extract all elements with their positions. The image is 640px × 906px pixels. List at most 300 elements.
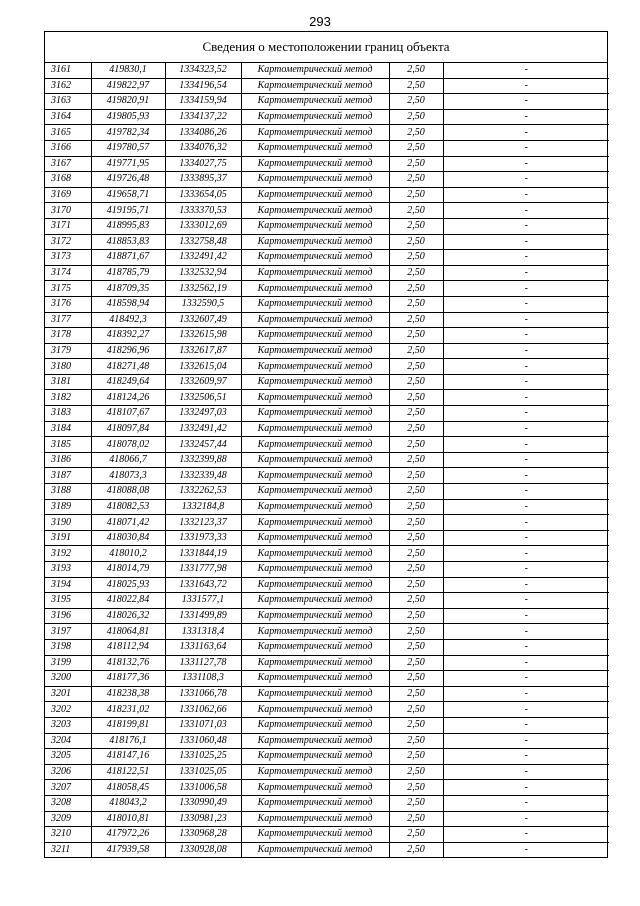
x-coordinate-cell: 418709,35 xyxy=(91,281,165,297)
description-cell: - xyxy=(443,562,609,578)
point-number-cell: 3170 xyxy=(45,203,91,219)
y-coordinate-cell: 1334137,22 xyxy=(165,109,241,125)
accuracy-cell: 2,50 xyxy=(389,764,443,780)
coordinates-table xyxy=(45,63,609,857)
y-coordinate-cell: 1332123,37 xyxy=(165,515,241,531)
accuracy-cell: 2,50 xyxy=(389,172,443,188)
x-coordinate-cell: 417939,58 xyxy=(91,842,165,857)
y-coordinate-cell: 1331499,89 xyxy=(165,608,241,624)
description-cell: - xyxy=(443,374,609,390)
description-cell: - xyxy=(443,749,609,765)
x-coordinate-cell: 418071,42 xyxy=(91,515,165,531)
y-coordinate-cell: 1332590,5 xyxy=(165,296,241,312)
point-number-cell: 3168 xyxy=(45,172,91,188)
x-coordinate-cell: 419195,71 xyxy=(91,203,165,219)
point-number-cell: 3206 xyxy=(45,764,91,780)
description-cell: - xyxy=(443,78,609,94)
description-cell: - xyxy=(443,733,609,749)
x-coordinate-cell: 418088,08 xyxy=(91,484,165,500)
y-coordinate-cell: 1332607,49 xyxy=(165,312,241,328)
description-cell: - xyxy=(443,593,609,609)
description-cell: - xyxy=(443,250,609,266)
y-coordinate-cell: 1331163,64 xyxy=(165,639,241,655)
x-coordinate-cell: 419820,91 xyxy=(91,94,165,110)
description-cell: - xyxy=(443,624,609,640)
point-number-cell: 3197 xyxy=(45,624,91,640)
table-row xyxy=(45,468,609,484)
table-row xyxy=(45,608,609,624)
x-coordinate-cell: 418176,1 xyxy=(91,733,165,749)
table-row xyxy=(45,109,609,125)
y-coordinate-cell: 1330990,49 xyxy=(165,795,241,811)
method-cell: Картометрический метод xyxy=(241,328,389,344)
table-row xyxy=(45,265,609,281)
method-cell: Картометрический метод xyxy=(241,452,389,468)
y-coordinate-cell: 1332562,19 xyxy=(165,281,241,297)
x-coordinate-cell: 418598,94 xyxy=(91,296,165,312)
table-row xyxy=(45,515,609,531)
y-coordinate-cell: 1332532,94 xyxy=(165,265,241,281)
table-row xyxy=(45,764,609,780)
accuracy-cell: 2,50 xyxy=(389,328,443,344)
accuracy-cell: 2,50 xyxy=(389,733,443,749)
description-cell: - xyxy=(443,187,609,203)
x-coordinate-cell: 418022,84 xyxy=(91,593,165,609)
description-cell: - xyxy=(443,686,609,702)
point-number-cell: 3193 xyxy=(45,562,91,578)
point-number-cell: 3173 xyxy=(45,250,91,266)
table-row xyxy=(45,343,609,359)
method-cell: Картометрический метод xyxy=(241,125,389,141)
method-cell: Картометрический метод xyxy=(241,842,389,857)
method-cell: Картометрический метод xyxy=(241,639,389,655)
accuracy-cell: 2,50 xyxy=(389,343,443,359)
x-coordinate-cell: 418392,27 xyxy=(91,328,165,344)
x-coordinate-cell: 418058,45 xyxy=(91,780,165,796)
x-coordinate-cell: 419822,97 xyxy=(91,78,165,94)
method-cell: Картометрический метод xyxy=(241,265,389,281)
description-cell: - xyxy=(443,827,609,843)
y-coordinate-cell: 1331066,78 xyxy=(165,686,241,702)
description-cell: - xyxy=(443,515,609,531)
method-cell: Картометрический метод xyxy=(241,359,389,375)
accuracy-cell: 2,50 xyxy=(389,250,443,266)
y-coordinate-cell: 1331071,03 xyxy=(165,717,241,733)
accuracy-cell: 2,50 xyxy=(389,608,443,624)
method-cell: Картометрический метод xyxy=(241,156,389,172)
accuracy-cell: 2,50 xyxy=(389,94,443,110)
coordinates-sheet xyxy=(44,31,608,858)
method-cell: Картометрический метод xyxy=(241,655,389,671)
method-cell: Картометрический метод xyxy=(241,624,389,640)
y-coordinate-cell: 1334159,94 xyxy=(165,94,241,110)
accuracy-cell: 2,50 xyxy=(389,281,443,297)
table-row xyxy=(45,795,609,811)
table-row xyxy=(45,250,609,266)
accuracy-cell: 2,50 xyxy=(389,218,443,234)
y-coordinate-cell: 1332617,87 xyxy=(165,343,241,359)
table-row xyxy=(45,827,609,843)
description-cell: - xyxy=(443,577,609,593)
x-coordinate-cell: 418064,81 xyxy=(91,624,165,640)
method-cell: Картометрический метод xyxy=(241,374,389,390)
x-coordinate-cell: 418122,51 xyxy=(91,764,165,780)
coordinates-table-body xyxy=(45,63,609,857)
accuracy-cell: 2,50 xyxy=(389,546,443,562)
point-number-cell: 3178 xyxy=(45,328,91,344)
table-row xyxy=(45,577,609,593)
method-cell: Картометрический метод xyxy=(241,593,389,609)
table-row xyxy=(45,452,609,468)
point-number-cell: 3176 xyxy=(45,296,91,312)
point-number-cell: 3204 xyxy=(45,733,91,749)
description-cell: - xyxy=(443,780,609,796)
point-number-cell: 3201 xyxy=(45,686,91,702)
x-coordinate-cell: 418073,3 xyxy=(91,468,165,484)
description-cell: - xyxy=(443,63,609,78)
point-number-cell: 3202 xyxy=(45,702,91,718)
method-cell: Картометрический метод xyxy=(241,406,389,422)
y-coordinate-cell: 1334196,54 xyxy=(165,78,241,94)
description-cell: - xyxy=(443,795,609,811)
x-coordinate-cell: 418271,48 xyxy=(91,359,165,375)
accuracy-cell: 2,50 xyxy=(389,562,443,578)
method-cell: Картометрический метод xyxy=(241,218,389,234)
method-cell: Картометрический метод xyxy=(241,749,389,765)
description-cell: - xyxy=(443,639,609,655)
x-coordinate-cell: 418231,02 xyxy=(91,702,165,718)
point-number-cell: 3205 xyxy=(45,749,91,765)
point-number-cell: 3183 xyxy=(45,406,91,422)
x-coordinate-cell: 418010,2 xyxy=(91,546,165,562)
description-cell: - xyxy=(443,156,609,172)
y-coordinate-cell: 1334076,32 xyxy=(165,140,241,156)
accuracy-cell: 2,50 xyxy=(389,296,443,312)
point-number-cell: 3164 xyxy=(45,109,91,125)
method-cell: Картометрический метод xyxy=(241,63,389,78)
description-cell: - xyxy=(443,484,609,500)
accuracy-cell: 2,50 xyxy=(389,530,443,546)
method-cell: Картометрический метод xyxy=(241,733,389,749)
y-coordinate-cell: 1332497,03 xyxy=(165,406,241,422)
point-number-cell: 3198 xyxy=(45,639,91,655)
x-coordinate-cell: 418025,93 xyxy=(91,577,165,593)
method-cell: Картометрический метод xyxy=(241,546,389,562)
x-coordinate-cell: 418066,7 xyxy=(91,452,165,468)
x-coordinate-cell: 418177,36 xyxy=(91,671,165,687)
point-number-cell: 3199 xyxy=(45,655,91,671)
description-cell: - xyxy=(443,499,609,515)
accuracy-cell: 2,50 xyxy=(389,717,443,733)
method-cell: Картометрический метод xyxy=(241,172,389,188)
accuracy-cell: 2,50 xyxy=(389,78,443,94)
point-number-cell: 3165 xyxy=(45,125,91,141)
table-row xyxy=(45,172,609,188)
method-cell: Картометрический метод xyxy=(241,203,389,219)
accuracy-cell: 2,50 xyxy=(389,390,443,406)
point-number-cell: 3188 xyxy=(45,484,91,500)
method-cell: Картометрический метод xyxy=(241,343,389,359)
x-coordinate-cell: 418010,81 xyxy=(91,811,165,827)
accuracy-cell: 2,50 xyxy=(389,842,443,857)
description-cell: - xyxy=(443,172,609,188)
description-cell: - xyxy=(443,811,609,827)
point-number-cell: 3181 xyxy=(45,374,91,390)
x-coordinate-cell: 419780,57 xyxy=(91,140,165,156)
table-row xyxy=(45,374,609,390)
table-row xyxy=(45,296,609,312)
description-cell: - xyxy=(443,764,609,780)
table-row xyxy=(45,187,609,203)
description-cell: - xyxy=(443,468,609,484)
point-number-cell: 3182 xyxy=(45,390,91,406)
point-number-cell: 3179 xyxy=(45,343,91,359)
y-coordinate-cell: 1330981,23 xyxy=(165,811,241,827)
accuracy-cell: 2,50 xyxy=(389,203,443,219)
accuracy-cell: 2,50 xyxy=(389,593,443,609)
method-cell: Картометрический метод xyxy=(241,562,389,578)
method-cell: Картометрический метод xyxy=(241,686,389,702)
accuracy-cell: 2,50 xyxy=(389,795,443,811)
point-number-cell: 3191 xyxy=(45,530,91,546)
method-cell: Картометрический метод xyxy=(241,78,389,94)
description-cell: - xyxy=(443,328,609,344)
y-coordinate-cell: 1330968,28 xyxy=(165,827,241,843)
point-number-cell: 3167 xyxy=(45,156,91,172)
table-row xyxy=(45,390,609,406)
method-cell: Картометрический метод xyxy=(241,608,389,624)
point-number-cell: 3196 xyxy=(45,608,91,624)
y-coordinate-cell: 1331777,98 xyxy=(165,562,241,578)
method-cell: Картометрический метод xyxy=(241,140,389,156)
accuracy-cell: 2,50 xyxy=(389,827,443,843)
table-row xyxy=(45,359,609,375)
point-number-cell: 3185 xyxy=(45,437,91,453)
accuracy-cell: 2,50 xyxy=(389,515,443,531)
y-coordinate-cell: 1333654,05 xyxy=(165,187,241,203)
point-number-cell: 3210 xyxy=(45,827,91,843)
method-cell: Картометрический метод xyxy=(241,780,389,796)
description-cell: - xyxy=(443,437,609,453)
accuracy-cell: 2,50 xyxy=(389,125,443,141)
accuracy-cell: 2,50 xyxy=(389,655,443,671)
x-coordinate-cell: 418238,38 xyxy=(91,686,165,702)
table-row xyxy=(45,671,609,687)
x-coordinate-cell: 419782,34 xyxy=(91,125,165,141)
method-cell: Картометрический метод xyxy=(241,109,389,125)
point-number-cell: 3187 xyxy=(45,468,91,484)
y-coordinate-cell: 1332457,44 xyxy=(165,437,241,453)
table-row xyxy=(45,733,609,749)
description-cell: - xyxy=(443,265,609,281)
description-cell: - xyxy=(443,608,609,624)
point-number-cell: 3189 xyxy=(45,499,91,515)
point-number-cell: 3209 xyxy=(45,811,91,827)
description-cell: - xyxy=(443,109,609,125)
x-coordinate-cell: 418030,84 xyxy=(91,530,165,546)
table-row xyxy=(45,218,609,234)
y-coordinate-cell: 1331025,25 xyxy=(165,749,241,765)
method-cell: Картометрический метод xyxy=(241,795,389,811)
x-coordinate-cell: 418078,02 xyxy=(91,437,165,453)
method-cell: Картометрический метод xyxy=(241,437,389,453)
accuracy-cell: 2,50 xyxy=(389,577,443,593)
point-number-cell: 3174 xyxy=(45,265,91,281)
accuracy-cell: 2,50 xyxy=(389,702,443,718)
method-cell: Картометрический метод xyxy=(241,312,389,328)
description-cell: - xyxy=(443,717,609,733)
point-number-cell: 3177 xyxy=(45,312,91,328)
x-coordinate-cell: 418995,83 xyxy=(91,218,165,234)
y-coordinate-cell: 1332339,48 xyxy=(165,468,241,484)
y-coordinate-cell: 1331643,72 xyxy=(165,577,241,593)
accuracy-cell: 2,50 xyxy=(389,421,443,437)
table-row xyxy=(45,686,609,702)
method-cell: Картометрический метод xyxy=(241,811,389,827)
point-number-cell: 3194 xyxy=(45,577,91,593)
y-coordinate-cell: 1333370,53 xyxy=(165,203,241,219)
y-coordinate-cell: 1334086,26 xyxy=(165,125,241,141)
y-coordinate-cell: 1333895,37 xyxy=(165,172,241,188)
table-row xyxy=(45,499,609,515)
accuracy-cell: 2,50 xyxy=(389,780,443,796)
method-cell: Картометрический метод xyxy=(241,281,389,297)
description-cell: - xyxy=(443,94,609,110)
table-row xyxy=(45,421,609,437)
description-cell: - xyxy=(443,421,609,437)
x-coordinate-cell: 419771,95 xyxy=(91,156,165,172)
description-cell: - xyxy=(443,406,609,422)
table-row xyxy=(45,125,609,141)
method-cell: Картометрический метод xyxy=(241,764,389,780)
table-row xyxy=(45,484,609,500)
method-cell: Картометрический метод xyxy=(241,577,389,593)
accuracy-cell: 2,50 xyxy=(389,499,443,515)
y-coordinate-cell: 1331060,48 xyxy=(165,733,241,749)
y-coordinate-cell: 1332399,88 xyxy=(165,452,241,468)
y-coordinate-cell: 1331127,78 xyxy=(165,655,241,671)
point-number-cell: 3162 xyxy=(45,78,91,94)
table-row xyxy=(45,530,609,546)
y-coordinate-cell: 1331318,4 xyxy=(165,624,241,640)
table-row xyxy=(45,203,609,219)
point-number-cell: 3169 xyxy=(45,187,91,203)
table-row xyxy=(45,639,609,655)
x-coordinate-cell: 418249,64 xyxy=(91,374,165,390)
point-number-cell: 3190 xyxy=(45,515,91,531)
y-coordinate-cell: 1331973,33 xyxy=(165,530,241,546)
x-coordinate-cell: 418014,79 xyxy=(91,562,165,578)
point-number-cell: 3195 xyxy=(45,593,91,609)
method-cell: Картометрический метод xyxy=(241,296,389,312)
table-row xyxy=(45,842,609,857)
method-cell: Картометрический метод xyxy=(241,702,389,718)
table-row xyxy=(45,655,609,671)
accuracy-cell: 2,50 xyxy=(389,374,443,390)
point-number-cell: 3184 xyxy=(45,421,91,437)
x-coordinate-cell: 419830,1 xyxy=(91,63,165,78)
x-coordinate-cell: 419658,71 xyxy=(91,187,165,203)
description-cell: - xyxy=(443,390,609,406)
y-coordinate-cell: 1332262,53 xyxy=(165,484,241,500)
table-row xyxy=(45,78,609,94)
table-row xyxy=(45,717,609,733)
y-coordinate-cell: 1332609,97 xyxy=(165,374,241,390)
method-cell: Картометрический метод xyxy=(241,827,389,843)
point-number-cell: 3203 xyxy=(45,717,91,733)
description-cell: - xyxy=(443,546,609,562)
description-cell: - xyxy=(443,218,609,234)
method-cell: Картометрический метод xyxy=(241,515,389,531)
point-number-cell: 3163 xyxy=(45,94,91,110)
y-coordinate-cell: 1332184,8 xyxy=(165,499,241,515)
table-row xyxy=(45,702,609,718)
x-coordinate-cell: 418492,3 xyxy=(91,312,165,328)
accuracy-cell: 2,50 xyxy=(389,811,443,827)
point-number-cell: 3171 xyxy=(45,218,91,234)
method-cell: Картометрический метод xyxy=(241,250,389,266)
accuracy-cell: 2,50 xyxy=(389,639,443,655)
accuracy-cell: 2,50 xyxy=(389,624,443,640)
x-coordinate-cell: 418199,81 xyxy=(91,717,165,733)
accuracy-cell: 2,50 xyxy=(389,452,443,468)
x-coordinate-cell: 418132,76 xyxy=(91,655,165,671)
x-coordinate-cell: 418107,67 xyxy=(91,406,165,422)
method-cell: Картометрический метод xyxy=(241,234,389,250)
method-cell: Картометрический метод xyxy=(241,421,389,437)
y-coordinate-cell: 1331062,66 xyxy=(165,702,241,718)
x-coordinate-cell: 418785,79 xyxy=(91,265,165,281)
table-row xyxy=(45,562,609,578)
x-coordinate-cell: 418082,53 xyxy=(91,499,165,515)
table-row xyxy=(45,156,609,172)
method-cell: Картометрический метод xyxy=(241,390,389,406)
table-row xyxy=(45,624,609,640)
y-coordinate-cell: 1332615,98 xyxy=(165,328,241,344)
method-cell: Картометрический метод xyxy=(241,484,389,500)
x-coordinate-cell: 418043,2 xyxy=(91,795,165,811)
table-row xyxy=(45,406,609,422)
point-number-cell: 3175 xyxy=(45,281,91,297)
accuracy-cell: 2,50 xyxy=(389,234,443,250)
y-coordinate-cell: 1332506,51 xyxy=(165,390,241,406)
description-cell: - xyxy=(443,203,609,219)
x-coordinate-cell: 418112,94 xyxy=(91,639,165,655)
table-row xyxy=(45,234,609,250)
description-cell: - xyxy=(443,125,609,141)
point-number-cell: 3207 xyxy=(45,780,91,796)
table-row xyxy=(45,328,609,344)
point-number-cell: 3172 xyxy=(45,234,91,250)
table-row xyxy=(45,546,609,562)
table-row xyxy=(45,312,609,328)
description-cell: - xyxy=(443,452,609,468)
description-cell: - xyxy=(443,702,609,718)
point-number-cell: 3200 xyxy=(45,671,91,687)
x-coordinate-cell: 419805,93 xyxy=(91,109,165,125)
description-cell: - xyxy=(443,359,609,375)
point-number-cell: 3180 xyxy=(45,359,91,375)
y-coordinate-cell: 1333012,69 xyxy=(165,218,241,234)
y-coordinate-cell: 1331108,3 xyxy=(165,671,241,687)
table-title: Сведения о местоположении границ объекта xyxy=(45,32,607,63)
y-coordinate-cell: 1332615,04 xyxy=(165,359,241,375)
table-row xyxy=(45,811,609,827)
y-coordinate-cell: 1332491,42 xyxy=(165,421,241,437)
point-number-cell: 3208 xyxy=(45,795,91,811)
accuracy-cell: 2,50 xyxy=(389,749,443,765)
x-coordinate-cell: 418853,83 xyxy=(91,234,165,250)
